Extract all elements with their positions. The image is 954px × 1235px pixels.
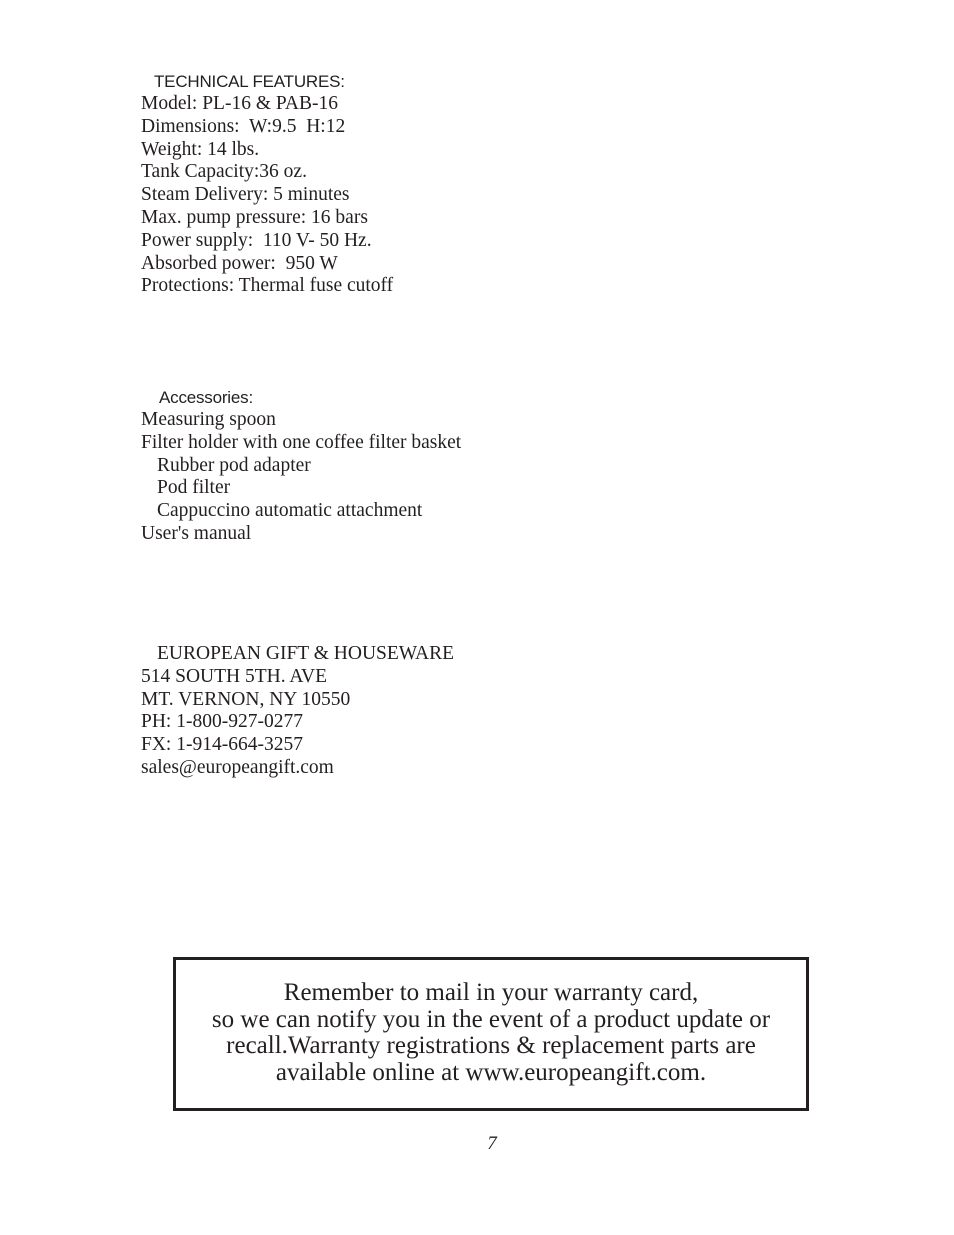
- notice-line: recall.Warranty registrations & replacement parts are: [226, 1032, 756, 1059]
- accessory-cappuccino-attachment: Cappuccino automatic attachment: [157, 500, 423, 522]
- warranty-notice-box: [173, 957, 809, 1111]
- accessory-users-manual: User's manual: [141, 522, 252, 544]
- spec-tank-capacity: Tank Capacity:36 oz.: [141, 161, 307, 183]
- company-city: MT. VERNON, NY 10550: [141, 688, 351, 710]
- spec-absorbed-power: Absorbed power: 950 W: [141, 252, 338, 274]
- company-email: sales@europeangift.com: [141, 756, 334, 778]
- notice-line: available online at www.europeangift.com.: [275, 1058, 707, 1086]
- spec-power-supply: Power supply: 110 V- 50 Hz.: [141, 229, 372, 251]
- accessories-section: [141, 386, 461, 546]
- company-name: EUROPEAN GIFT & HOUSEWARE: [157, 643, 455, 664]
- technical-features-heading: TECHNICAL FEATURES:: [154, 72, 345, 91]
- accessory-filter-holder: Filter holder with one coffee filter basket: [141, 431, 462, 453]
- company-contact-section: [141, 643, 454, 780]
- accessory-measuring-spoon: Measuring spoon: [141, 409, 276, 430]
- company-address: 514 SOUTH 5TH. AVE: [141, 665, 327, 687]
- notice-line: Remember to mail in your warranty card,: [283, 979, 699, 1006]
- spec-pump-pressure: Max. pump pressure: 16 bars: [141, 206, 368, 228]
- page-number: 7: [487, 1133, 497, 1154]
- warranty-notice-text: [176, 980, 806, 1086]
- company-fax: FX: 1-914-664-3257: [141, 734, 303, 756]
- accessory-rubber-pod-adapter: Rubber pod adapter: [157, 454, 311, 476]
- notice-line: so we can notify you in the event of a product update or: [211, 1005, 771, 1033]
- company-phone: PH: 1-800-927-0277: [141, 711, 303, 733]
- spec-model: Model: PL-16 & PAB-16: [141, 93, 339, 114]
- accessory-pod-filter: Pod filter: [157, 477, 231, 499]
- spec-steam-delivery: Steam Delivery: 5 minutes: [141, 184, 350, 206]
- spec-dimensions: Dimensions: W:9.5 H:12: [141, 115, 346, 137]
- spec-weight: Weight: 14 lbs.: [141, 138, 260, 160]
- accessories-heading: Accessories:: [159, 388, 253, 407]
- spec-protections: Protections: Thermal fuse cutoff: [141, 275, 394, 297]
- technical-features-section: [141, 70, 393, 298]
